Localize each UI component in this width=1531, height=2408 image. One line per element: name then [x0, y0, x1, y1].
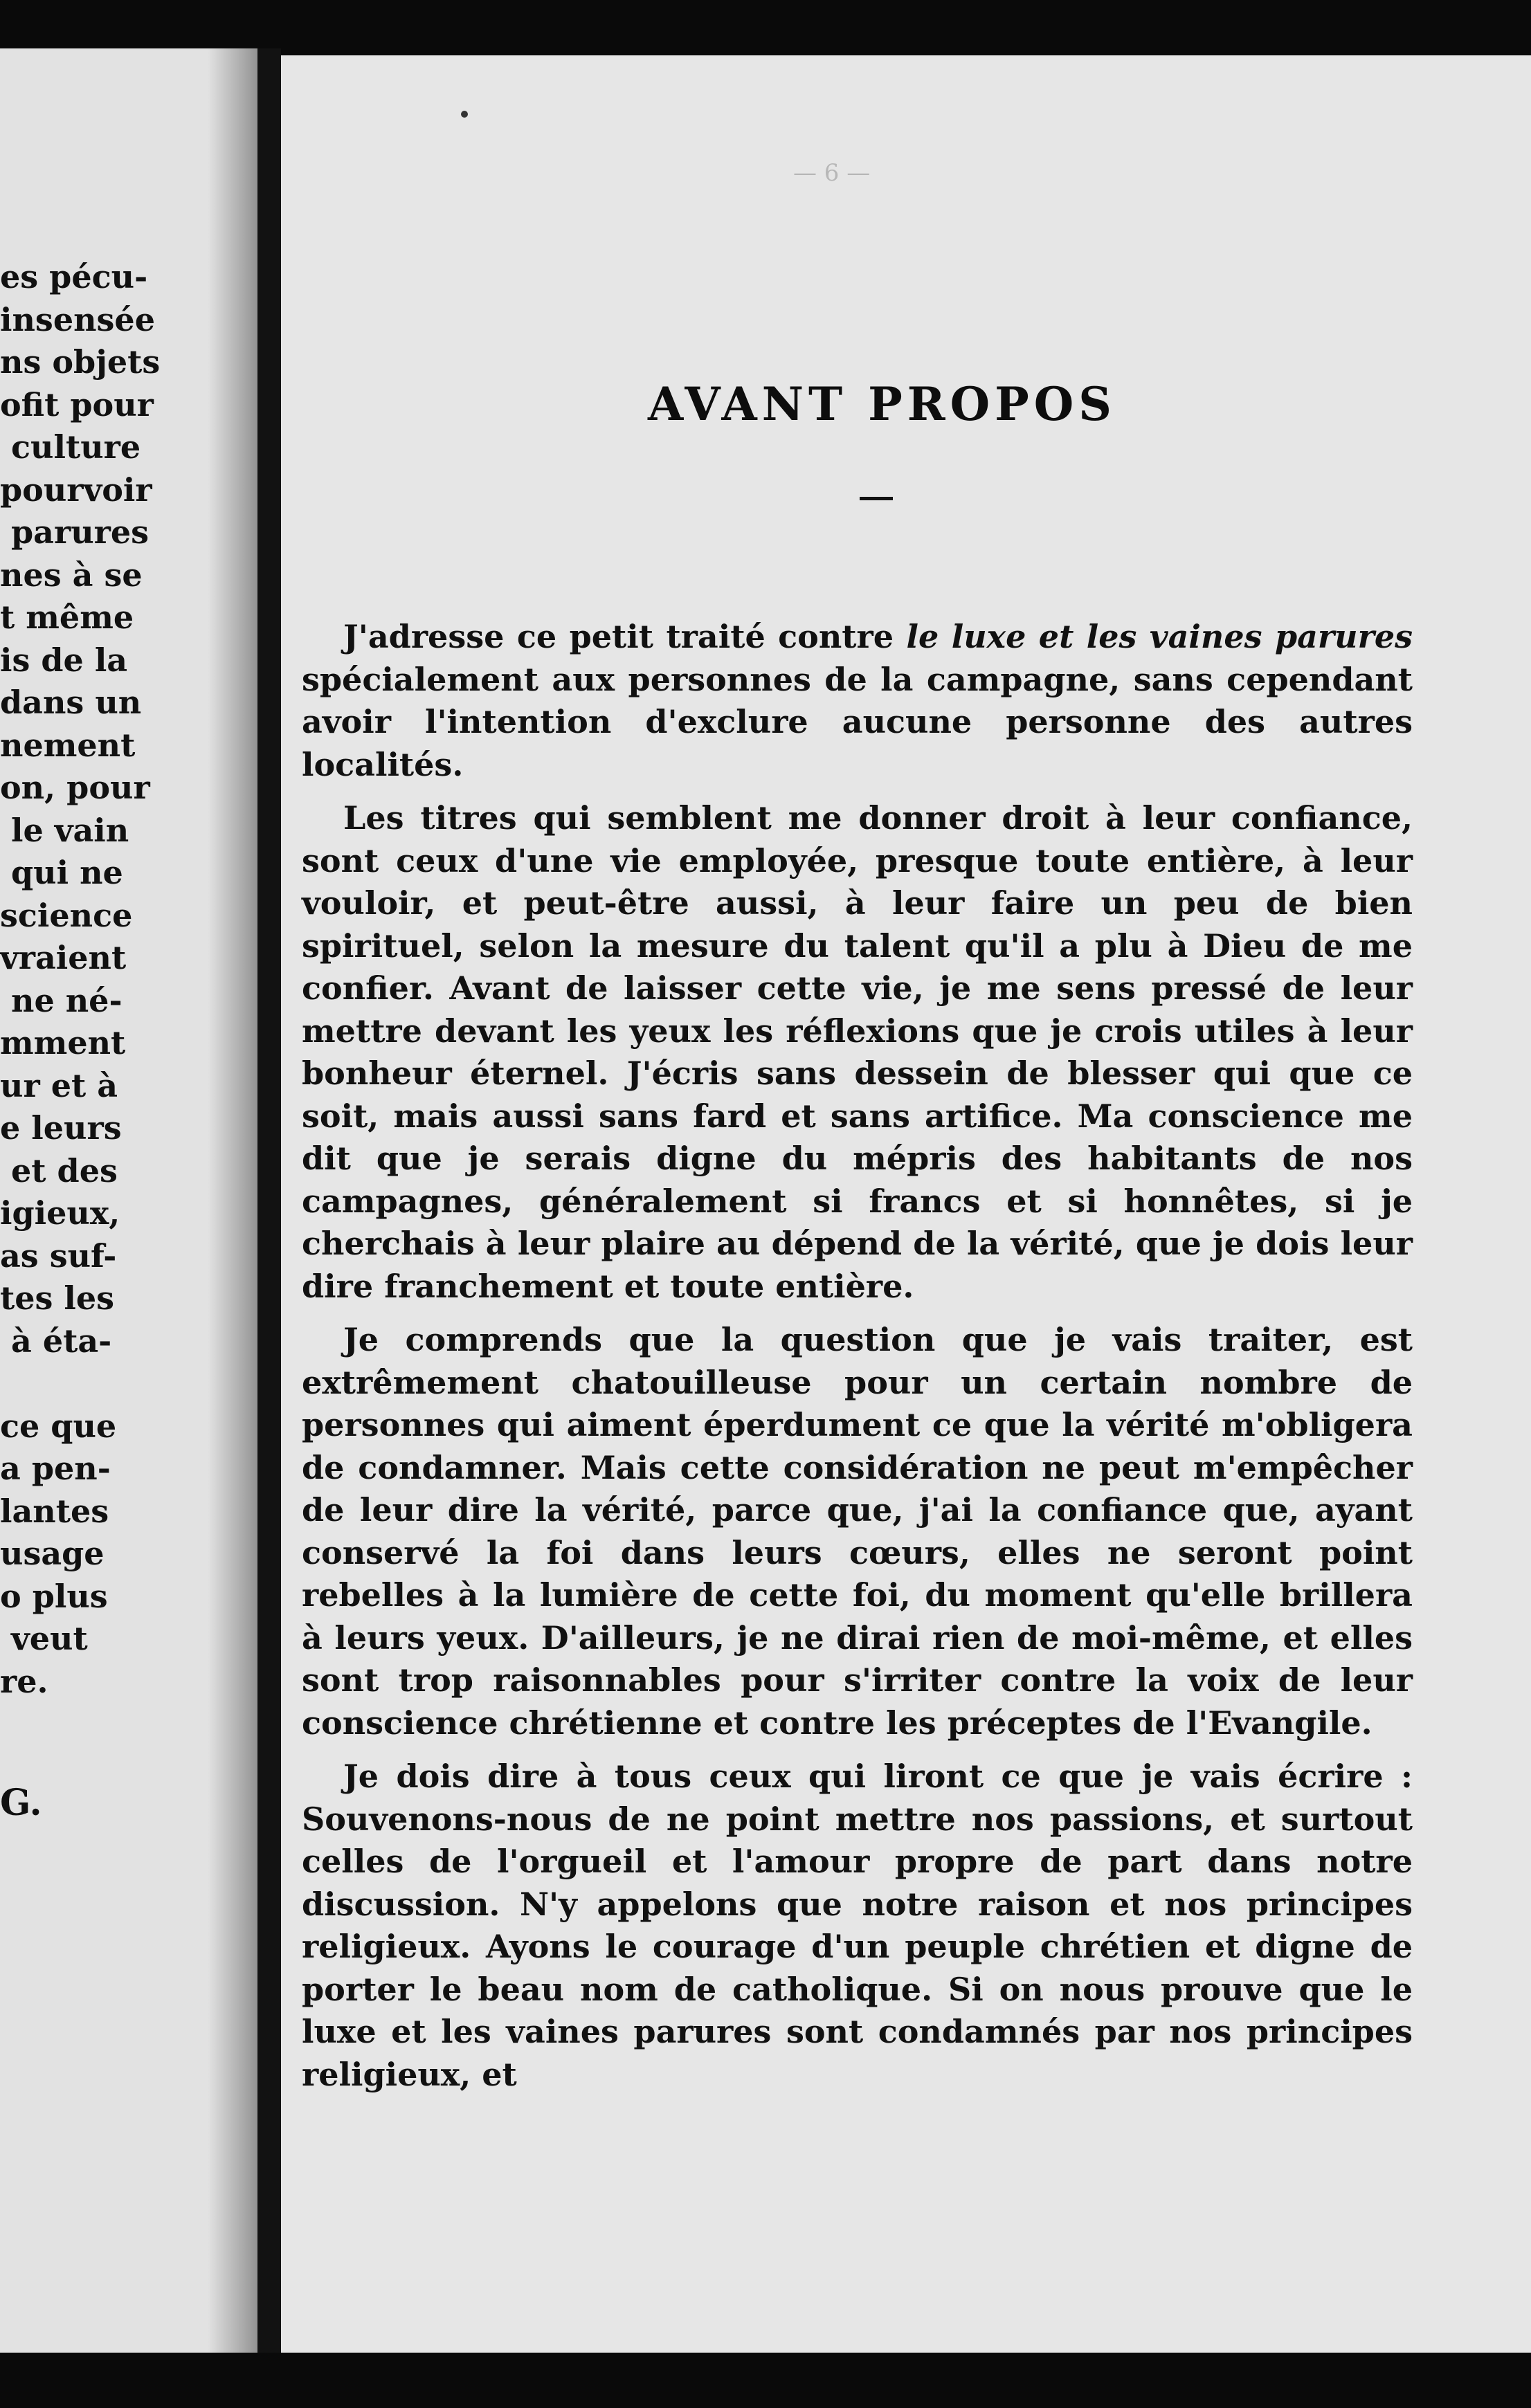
left-page-line: dans un [0, 684, 142, 721]
body-text [302, 616, 1413, 2107]
left-page-line: tes les [0, 1279, 115, 1317]
left-page-line: pourvoir [0, 471, 152, 509]
left-page-line: es pécu- [0, 258, 148, 295]
left-page-line: on, pour [0, 769, 150, 806]
chapter-title: AVANT PROPOS [648, 377, 1116, 431]
left-page-line: culture [0, 428, 141, 466]
left-page-line: t même [0, 599, 134, 636]
left-page-signature: G. [0, 1782, 42, 1824]
left-page-line: igieux, [0, 1194, 120, 1232]
left-page-line: re. [0, 1662, 48, 1700]
paragraph-1-start: J'adresse ce petit traité contre [343, 618, 907, 655]
right-page [281, 55, 1531, 2353]
left-page-line: lantes [0, 1492, 109, 1530]
left-page-line: et des [0, 1151, 118, 1189]
left-page-line: ns objets [0, 343, 161, 381]
left-page-line: is de la [0, 641, 128, 679]
left-page-line: nes à se [0, 556, 143, 594]
paragraph-4: Je dois dire à tous ceux qui liront ce que je vais écrire : Souvenons-nous de ne point mettre nos passions, et surtout celles de l'orgueil et l'amour propre de part dans notre discussion. N'y appelons que notre raison et nos principes religieux. Ayons le courage d'un peuple chrétien et digne de porter le beau nom de catholique. Si on nous prouve que le luxe et les vaines parures sont condamnés par nos principes religieux, et [302, 1758, 1413, 2093]
left-page-line: le vain [0, 811, 129, 849]
book-gutter [257, 48, 281, 2353]
left-page-line: qui ne [0, 854, 123, 891]
page-marker: — 6 — [793, 159, 871, 187]
left-page-line: ofit pour [0, 385, 154, 423]
left-page-line: ne né- [0, 981, 123, 1019]
left-page-line: o plus [0, 1577, 108, 1615]
paragraph-3: Je comprends que la question que je vais traiter, est extrêmement chatouilleuse pour un certain nombre de personnes qui aiment éperdument ce que la vérité m'obligera de condamner. Mais cette considération ne peut m'empêcher de leur dire la vérité, parce que, j'ai la confiance que, ayant conservé la foi dans leurs cœurs, elles ne seront point rebelles à la lumière de cette foi, du moment qu'elle brillera à leurs yeux. D'ailleurs, je ne dirai rien de moi-même, et elles sont trop raisonnables pour s'irriter contre la voix de leur conscience chrétienne et contre les préceptes de l'Evangile. [302, 1321, 1413, 1742]
left-page-line: mment [0, 1024, 126, 1061]
left-page-line: nement [0, 726, 136, 764]
paragraph-1-italic: le luxe et les vaines parures [906, 618, 1413, 655]
title-rule [860, 497, 893, 500]
left-page-line: as suf- [0, 1237, 117, 1275]
paragraph-1-end: spécialement aux personnes de la campagne, sans cependant avoir l'intention d'exclure aucune personne des autres localités. [302, 660, 1413, 783]
left-page-line: vraient [0, 939, 127, 976]
paragraph-1 [302, 616, 1413, 786]
left-page-line: e leurs [0, 1109, 122, 1147]
left-page-line: veut [0, 1620, 88, 1657]
left-page-line: a pen- [0, 1450, 111, 1487]
ink-speck [461, 111, 468, 118]
left-page-line: à éta- [0, 1322, 112, 1360]
left-page-line: ce que [0, 1407, 117, 1445]
left-page-line: insensée [0, 300, 155, 338]
left-page-line: usage [0, 1535, 105, 1572]
paragraph-2: Les titres qui semblent me donner droit à leur confiance, sont ceux d'une vie employée, presque toute entière, à leur vouloir, et peut-être aussi, à leur faire un peu de bien spirituel, selon la mesure du talent qu'il a plu à Dieu de me confier. Avant de laisser cette vie, je me sens pressé de leur mettre devant les yeux les réflexions que je crois utiles à leur bonheur éternel. J'écris sans dessein de blesser qui que ce soit, mais aussi sans fard et sans artifice. Ma conscience me dit que je serais digne du mépris des habitants de nos campagnes, généralement si francs et si honnêtes, si je cherchais à leur plaire au dépend de la vérité, que je dois leur dire franchement et toute entière. [302, 799, 1413, 1305]
left-page-line: ur et à [0, 1066, 118, 1104]
left-page-line: science [0, 896, 133, 934]
gutter-shadow [208, 48, 257, 2353]
left-page-line: parures [0, 513, 150, 551]
scan-border-bottom [0, 2353, 1531, 2408]
